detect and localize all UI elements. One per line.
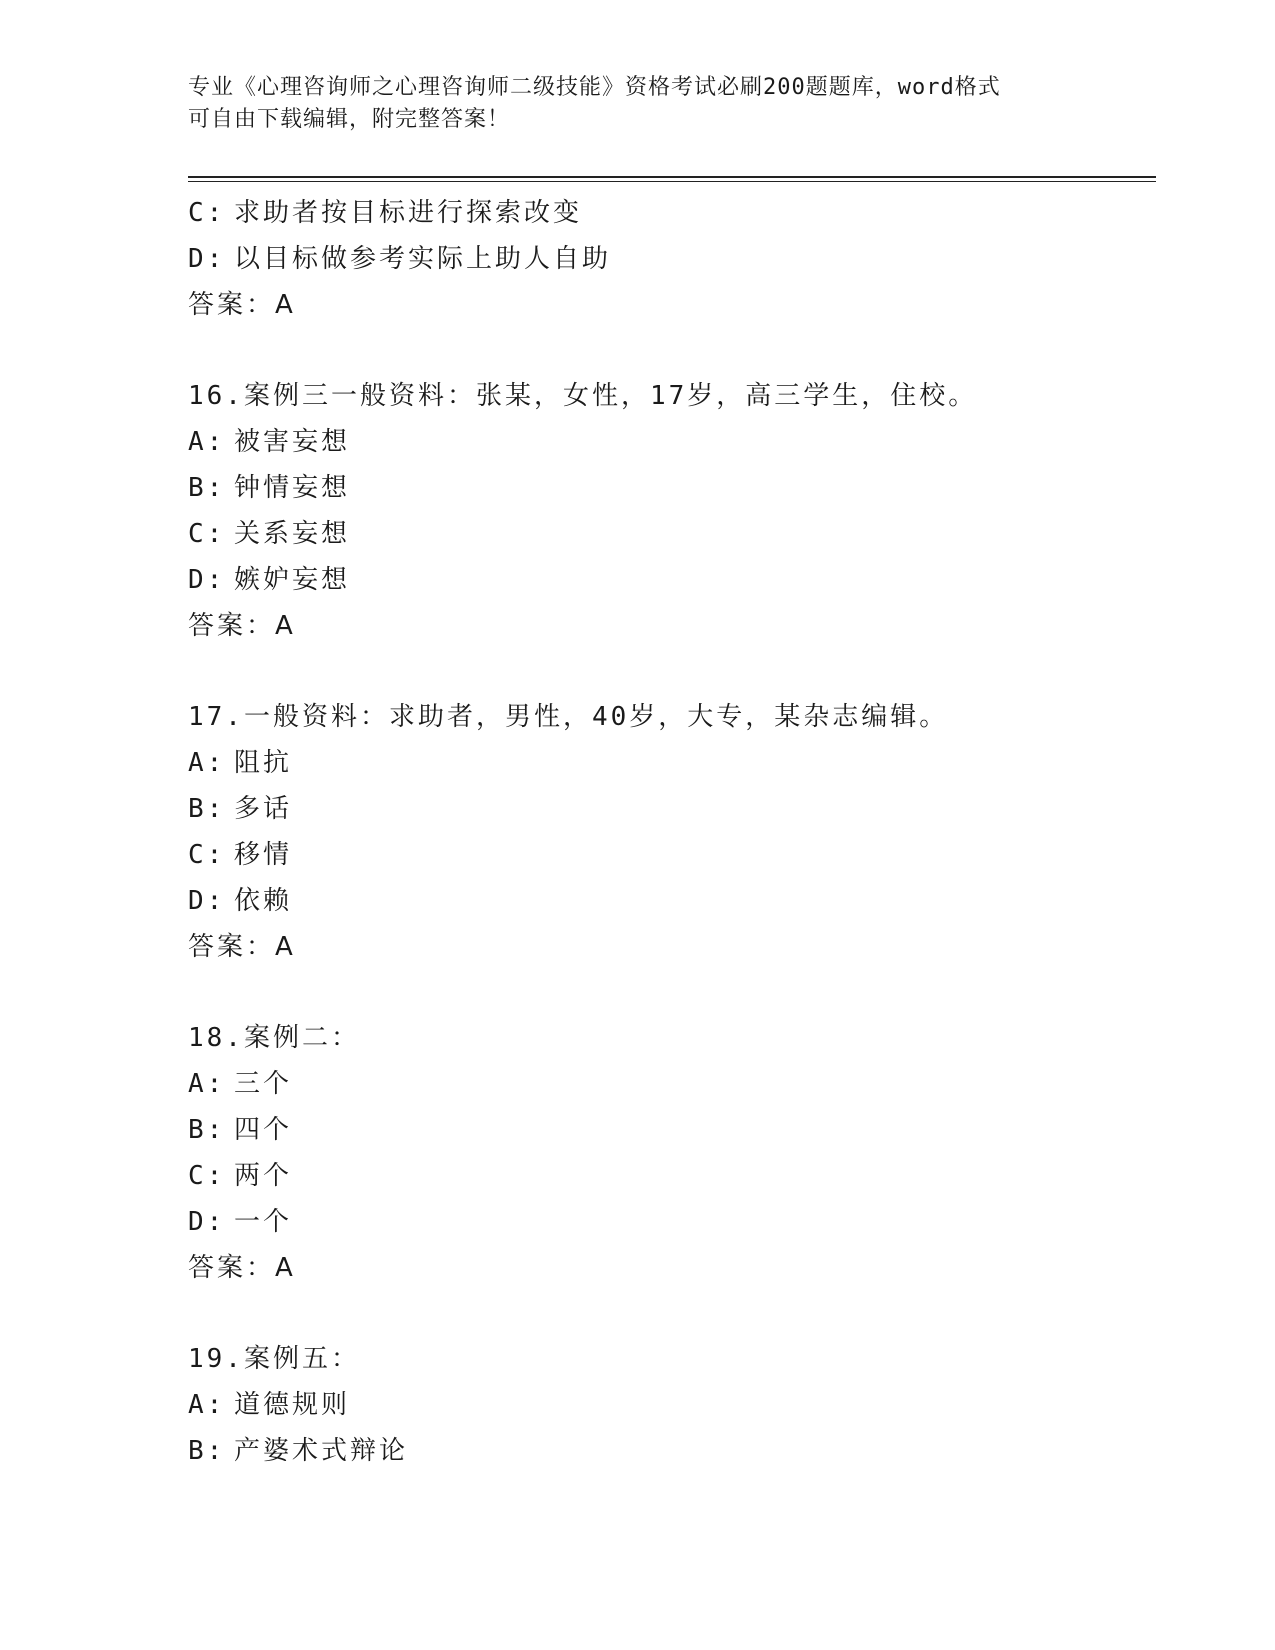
option-text: 移情 [234, 840, 293, 870]
option-text: 道德规则 [234, 1390, 351, 1420]
answer-line: 答案：A [188, 611, 296, 641]
option-item [188, 1428, 1156, 1474]
option-text: 以目标做参考实际上助人自助 [234, 244, 612, 274]
option-item [188, 1153, 1156, 1199]
option-label: D: [188, 244, 226, 274]
question-stem: 16.案例三一般资料：张某，女性，17岁，高三学生，住校。 [188, 381, 978, 411]
option-text: 依赖 [234, 886, 293, 916]
option-text: 两个 [234, 1161, 293, 1191]
option-label: A: [188, 1069, 226, 1099]
header-divider [188, 176, 1156, 178]
option-item [188, 465, 1156, 511]
option-label: B: [188, 794, 226, 824]
option-text: 多话 [234, 794, 293, 824]
option-item [188, 1107, 1156, 1153]
header-divider-thin [188, 181, 1156, 182]
option-item [188, 1199, 1156, 1245]
option-item [188, 878, 1156, 924]
option-item [188, 190, 1156, 236]
option-item [188, 786, 1156, 832]
option-item [188, 1061, 1156, 1107]
option-text: 关系妄想 [234, 519, 351, 549]
option-item [188, 557, 1156, 603]
option-text: 一个 [234, 1207, 293, 1237]
question-list [188, 190, 1156, 1474]
option-label: D: [188, 1207, 226, 1237]
option-item [188, 740, 1156, 786]
answer-line: 答案：A [188, 290, 296, 320]
option-label: B: [188, 1115, 226, 1145]
option-text: 三个 [234, 1069, 293, 1099]
option-label: D: [188, 886, 226, 916]
option-label: B: [188, 1436, 226, 1466]
option-item [188, 236, 1156, 282]
option-text: 产婆术式辩论 [234, 1436, 409, 1466]
option-label: C: [188, 198, 226, 228]
question-stem: 19.案例五： [188, 1344, 360, 1374]
option-item [188, 511, 1156, 557]
option-text: 阻抗 [234, 748, 293, 778]
option-label: D: [188, 565, 226, 595]
option-label: B: [188, 473, 226, 503]
option-label: A: [188, 1390, 226, 1420]
header-line-2: 可自由下载编辑，附完整答案！ [188, 107, 511, 132]
answer-line: 答案：A [188, 932, 296, 962]
question-stem: 17.一般资料：求助者，男性，40岁，大专，某杂志编辑。 [188, 702, 949, 732]
document-header [188, 72, 1088, 136]
option-item [188, 1382, 1156, 1428]
option-text: 嫉妒妄想 [234, 565, 351, 595]
question-stem: 18.案例二： [188, 1023, 360, 1053]
option-label: A: [188, 427, 226, 457]
option-label: A: [188, 748, 226, 778]
option-label: C: [188, 519, 226, 549]
option-text: 四个 [234, 1115, 293, 1145]
option-item [188, 832, 1156, 878]
option-label: C: [188, 1161, 226, 1191]
option-text: 钟情妄想 [234, 473, 351, 503]
option-item [188, 419, 1156, 465]
option-label: C: [188, 840, 226, 870]
option-text: 求助者按目标进行探索改变 [234, 198, 583, 228]
answer-line: 答案：A [188, 1253, 296, 1283]
header-line-1: 专业《心理咨询师之心理咨询师二级技能》资格考试必刷200题题库，word格式 [188, 75, 1001, 100]
option-text: 被害妄想 [234, 427, 351, 457]
